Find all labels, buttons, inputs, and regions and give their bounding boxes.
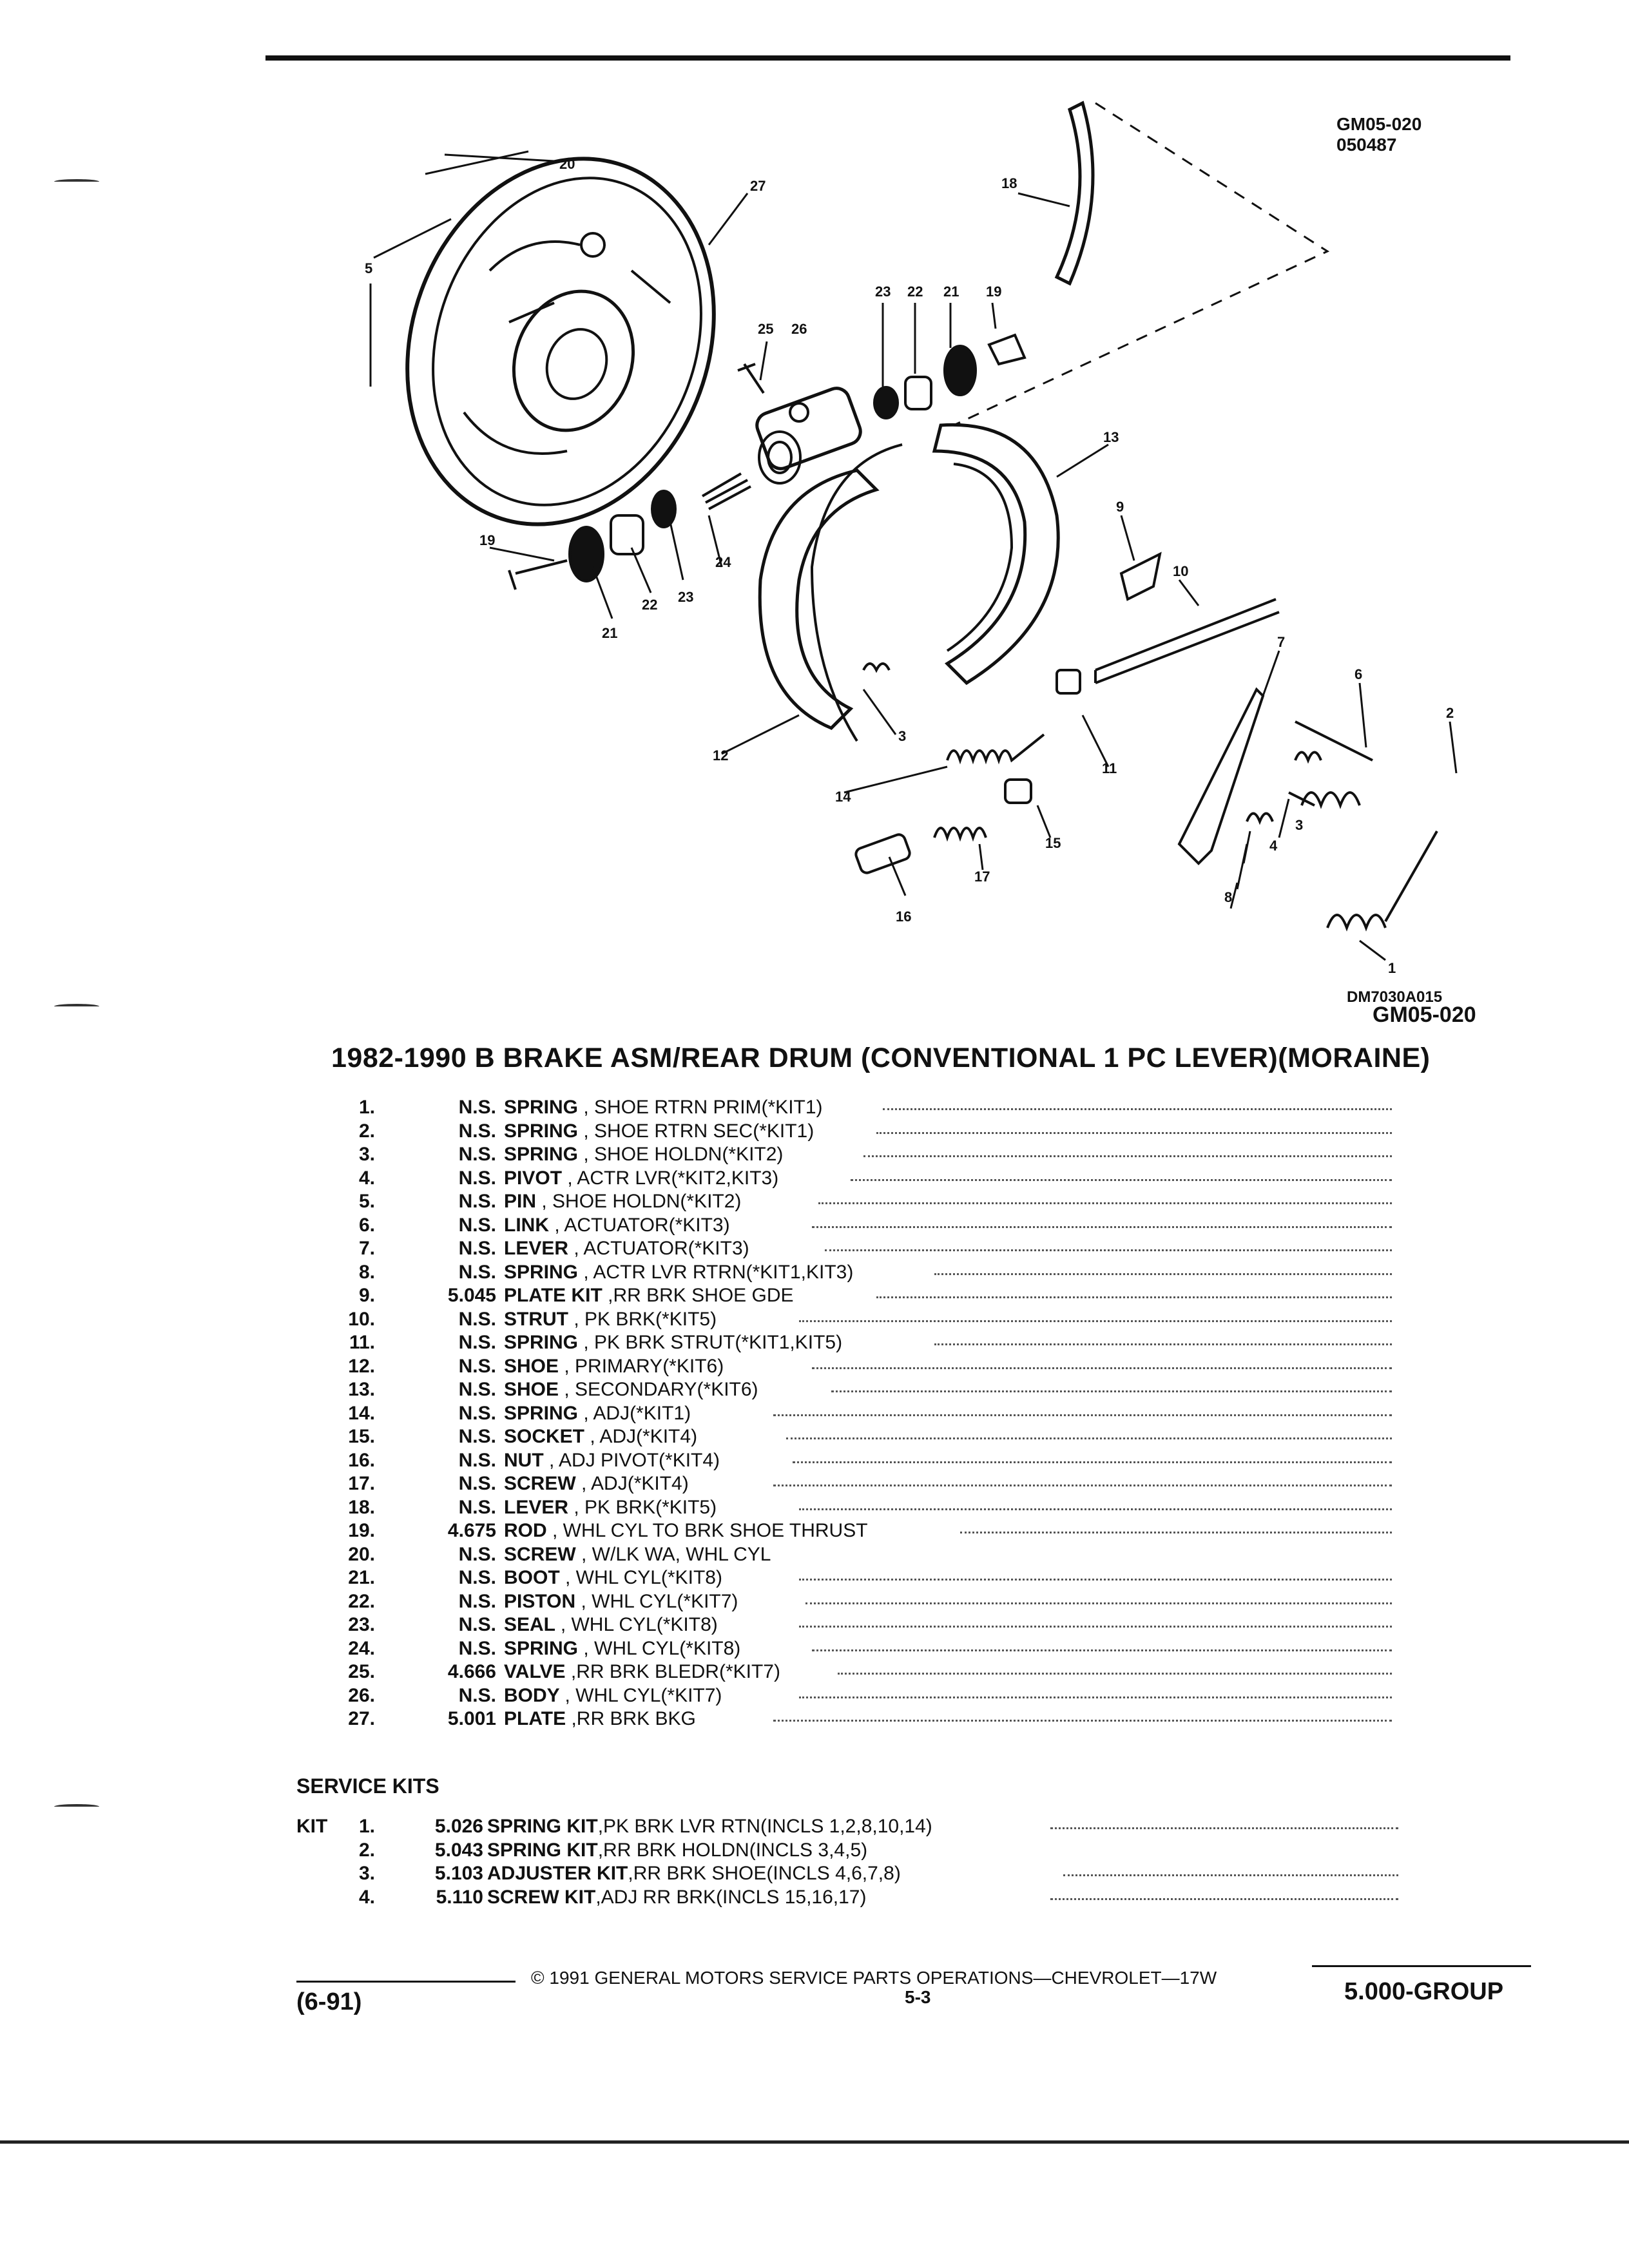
leader-dots xyxy=(773,1707,1392,1722)
callout-22: 22 xyxy=(907,284,923,300)
parts-row xyxy=(322,1684,1418,1707)
bottom-rule xyxy=(0,2140,1629,2144)
leader-dots xyxy=(876,1119,1392,1134)
parts-row xyxy=(322,1660,1418,1684)
callout-17: 17 xyxy=(974,869,990,885)
item-number: 7. xyxy=(358,1238,375,1259)
item-desc: , SHOE RTRN SEC(*KIT1) xyxy=(583,1120,815,1142)
leader-dots xyxy=(960,1519,1392,1533)
item-desc: , SECONDARY(*KIT6) xyxy=(564,1379,758,1400)
callout-26: 26 xyxy=(791,321,807,337)
leader-dots xyxy=(799,1613,1392,1628)
callout-7: 7 xyxy=(1277,634,1286,650)
item-code: N.S. xyxy=(458,1426,496,1447)
kit-number: 2. xyxy=(358,1839,375,1861)
parts-row xyxy=(322,1189,1418,1213)
item-desc: , SHOE RTRN PRIM(*KIT1) xyxy=(583,1097,823,1118)
item-name: LEVER xyxy=(504,1238,569,1259)
item-number: 27. xyxy=(348,1708,375,1729)
parts-row xyxy=(322,1495,1418,1519)
item-code: N.S. xyxy=(458,1402,496,1424)
callout-4: 4 xyxy=(1269,838,1278,854)
leader-dots xyxy=(773,1401,1392,1416)
item-name: SPRING xyxy=(504,1637,579,1659)
item-code: N.S. xyxy=(458,1590,496,1612)
item-name: STRUT xyxy=(504,1308,568,1330)
item-code: N.S. xyxy=(458,1167,496,1189)
item-code: 4.675 xyxy=(447,1520,496,1541)
parts-row xyxy=(322,1472,1418,1495)
leader-dots xyxy=(812,1354,1392,1369)
kit-row xyxy=(322,1814,1405,1838)
callout-23: 23 xyxy=(875,284,891,300)
item-code: N.S. xyxy=(458,1449,496,1471)
parts-row xyxy=(322,1166,1418,1190)
item-number: 5. xyxy=(358,1191,375,1212)
adjuster-nut-drawing xyxy=(854,833,912,875)
item-desc: , PRIMARY(*KIT6) xyxy=(564,1355,724,1377)
kit-code: 5.043 xyxy=(434,1839,483,1861)
callout-9: 9 xyxy=(1116,499,1124,515)
item-number: 17. xyxy=(348,1473,375,1494)
leader-dots xyxy=(825,1236,1392,1251)
leader-dots xyxy=(793,1448,1392,1463)
parts-row xyxy=(322,1260,1418,1284)
item-code: 4.666 xyxy=(447,1661,496,1682)
item-code: N.S. xyxy=(458,1637,496,1659)
strut-drawing xyxy=(1095,599,1279,683)
leader-dots xyxy=(1050,1885,1398,1900)
callout-1: 1 xyxy=(1388,960,1396,976)
callout-25: 25 xyxy=(758,321,774,337)
item-desc: , PK BRK(*KIT5) xyxy=(574,1496,717,1518)
item-code: N.S. xyxy=(458,1097,496,1118)
revision-date: (6-91) xyxy=(296,1988,362,2015)
item-number: 13. xyxy=(348,1379,375,1400)
item-name: PIVOT xyxy=(504,1167,563,1189)
kit-name: SPRING KIT xyxy=(487,1816,598,1837)
item-name: LEVER xyxy=(504,1496,569,1518)
guide-plate-drawing xyxy=(1121,554,1160,599)
item-desc: , WHL CYL(*KIT8) xyxy=(565,1567,722,1588)
figure-code-bottom: GM05-020 xyxy=(1373,1003,1476,1027)
leader-dots xyxy=(934,1331,1392,1345)
item-desc: , ADJ(*KIT4) xyxy=(581,1473,689,1494)
leader-dots xyxy=(799,1495,1392,1510)
item-number: 10. xyxy=(348,1308,375,1330)
item-desc: , ADJ(*KIT4) xyxy=(590,1426,698,1447)
callout-8: 8 xyxy=(1224,889,1233,905)
parts-row xyxy=(322,1566,1418,1590)
item-code: N.S. xyxy=(458,1308,496,1330)
figure-date-code: 050487 xyxy=(1336,135,1397,155)
item-desc: , PK BRK STRUT(*KIT1,KIT5) xyxy=(583,1332,843,1353)
strut-spring-drawing xyxy=(1057,670,1080,693)
item-number: 22. xyxy=(348,1590,375,1612)
item-number: 15. xyxy=(348,1426,375,1447)
item-desc: ,RR BRK BKG xyxy=(571,1708,696,1729)
item-desc: , WHL CYL(*KIT8) xyxy=(583,1637,741,1659)
item-code: N.S. xyxy=(458,1144,496,1165)
item-name: PIN xyxy=(504,1191,537,1212)
kit-number: 1. xyxy=(358,1816,375,1837)
kit-row xyxy=(322,1838,1405,1862)
item-number: 14. xyxy=(348,1402,375,1424)
parts-row xyxy=(322,1401,1418,1425)
item-number: 3. xyxy=(358,1144,375,1165)
item-name: SPRING xyxy=(504,1261,579,1283)
callout-19-lower: 19 xyxy=(479,532,496,548)
item-code: N.S. xyxy=(458,1332,496,1353)
kit-desc: ,ADJ RR BRK(INCLS 15,16,17) xyxy=(595,1886,867,1908)
item-desc: , SHOE HOLDN(*KIT2) xyxy=(541,1191,742,1212)
item-desc: , PK BRK(*KIT5) xyxy=(574,1308,717,1330)
item-desc: , SHOE HOLDN(*KIT2) xyxy=(583,1144,784,1165)
parts-row xyxy=(322,1613,1418,1637)
item-number: 9. xyxy=(358,1285,375,1306)
parts-row xyxy=(322,1378,1418,1401)
item-name: SHOE xyxy=(504,1355,559,1377)
item-name: PLATE KIT xyxy=(504,1285,602,1306)
item-code: N.S. xyxy=(458,1191,496,1212)
item-code: N.S. xyxy=(458,1238,496,1259)
page-title: 1982-1990 B BRAKE ASM/REAR DRUM (CONVENTIONAL 1 PC LEVER)(MORAINE) xyxy=(331,1043,1431,1073)
item-number: 21. xyxy=(348,1567,375,1588)
item-name: ROD xyxy=(504,1520,547,1541)
callout-12: 12 xyxy=(713,747,729,764)
kit-name: SCREW KIT xyxy=(487,1886,596,1908)
page-number: 5-3 xyxy=(905,1987,931,2007)
item-number: 23. xyxy=(348,1614,375,1635)
item-code: N.S. xyxy=(458,1567,496,1588)
footer-rule-right xyxy=(1312,1965,1531,1967)
kit-name: ADJUSTER KIT xyxy=(487,1863,628,1884)
item-number: 12. xyxy=(348,1355,375,1377)
leader-dots xyxy=(812,1637,1392,1651)
parts-row xyxy=(322,1448,1418,1472)
item-name: PLATE xyxy=(504,1708,566,1729)
callout-27: 27 xyxy=(750,178,766,194)
item-name: SPRING xyxy=(504,1332,579,1353)
margin-mark xyxy=(54,1804,99,1809)
callout-5: 5 xyxy=(365,260,373,276)
item-name: PISTON xyxy=(504,1590,576,1612)
callout-23-lower: 23 xyxy=(678,589,694,605)
item-number: 18. xyxy=(348,1496,375,1518)
item-number: 20. xyxy=(348,1543,375,1565)
item-desc: , ACTR LVR(*KIT2,KIT3) xyxy=(567,1167,779,1189)
item-desc: , W/LK WA, WHL CYL xyxy=(581,1543,771,1565)
item-number: 6. xyxy=(358,1214,375,1236)
item-code: N.S. xyxy=(458,1496,496,1518)
leader-dots xyxy=(863,1142,1392,1157)
parts-row xyxy=(322,1331,1418,1354)
kit-code: 5.103 xyxy=(434,1863,483,1884)
item-number: 1. xyxy=(358,1097,375,1118)
item-number: 4. xyxy=(358,1167,375,1189)
kit-row xyxy=(322,1885,1405,1909)
item-code: N.S. xyxy=(458,1214,496,1236)
item-code: N.S. xyxy=(458,1614,496,1635)
item-desc: , ACTR LVR RTRN(*KIT1,KIT3) xyxy=(583,1261,854,1283)
callout-21-lower: 21 xyxy=(602,625,618,641)
parts-row xyxy=(322,1707,1418,1731)
item-code: 5.001 xyxy=(447,1708,496,1729)
brake-exploded-diagram xyxy=(271,64,1534,986)
brake-shoes-drawing xyxy=(760,425,1058,741)
item-code: 5.045 xyxy=(447,1285,496,1306)
leader-dots xyxy=(1063,1861,1398,1876)
item-number: 25. xyxy=(348,1661,375,1682)
margin-mark xyxy=(54,1004,99,1009)
item-desc: , ADJ(*KIT1) xyxy=(583,1402,691,1424)
actuator-lever-drawing xyxy=(1179,689,1263,863)
wheel-cylinder-drawing xyxy=(753,385,864,483)
item-desc: ,RR BRK SHOE GDE xyxy=(608,1285,794,1306)
leader-dots xyxy=(818,1189,1392,1204)
item-code: N.S. xyxy=(458,1120,496,1142)
parts-list xyxy=(322,1095,1418,1746)
item-name: SOCKET xyxy=(504,1426,585,1447)
callout-11: 11 xyxy=(1102,760,1117,776)
leader-dots xyxy=(831,1378,1392,1392)
item-desc: ,RR BRK BLEDR(*KIT7) xyxy=(570,1661,780,1682)
item-number: 24. xyxy=(348,1637,375,1659)
callout-22-lower: 22 xyxy=(642,597,658,613)
leader-dots xyxy=(799,1684,1392,1698)
item-name: SPRING xyxy=(504,1402,579,1424)
parts-row xyxy=(322,1095,1418,1119)
item-desc: , ACTUATOR(*KIT3) xyxy=(574,1238,749,1259)
item-number: 26. xyxy=(348,1684,375,1706)
item-code: N.S. xyxy=(458,1261,496,1283)
parts-row xyxy=(322,1236,1418,1260)
leader-dots xyxy=(799,1307,1392,1322)
parts-row xyxy=(322,1119,1418,1143)
item-desc: , ADJ PIVOT(*KIT4) xyxy=(549,1449,720,1471)
item-desc: , WHL CYL TO BRK SHOE THRUST xyxy=(552,1520,868,1541)
kit-row xyxy=(322,1861,1405,1885)
callout-21: 21 xyxy=(943,284,959,300)
callout-20: 20 xyxy=(559,156,575,172)
item-number: 2. xyxy=(358,1120,375,1142)
leader-dots xyxy=(1050,1814,1398,1829)
drawing-code: DM7030A015 xyxy=(1347,988,1443,1006)
callout-10: 10 xyxy=(1173,563,1189,579)
group-number: 5.000-GROUP xyxy=(1344,1978,1504,2005)
kit-number: 4. xyxy=(358,1886,375,1908)
item-desc: , WHL CYL(*KIT8) xyxy=(560,1614,718,1635)
service-kits-list xyxy=(296,1814,1405,1911)
kit-desc: ,RR BRK SHOE(INCLS 4,6,7,8) xyxy=(628,1863,901,1884)
leader-dots xyxy=(812,1213,1392,1228)
item-code: N.S. xyxy=(458,1379,496,1400)
parts-row xyxy=(322,1307,1418,1331)
callout-24: 24 xyxy=(715,554,731,570)
margin-mark xyxy=(54,179,99,184)
backing-plate-drawing xyxy=(358,115,764,568)
leader-dots xyxy=(883,1095,1392,1110)
item-desc: , WHL CYL(*KIT7) xyxy=(564,1684,722,1706)
item-name: NUT xyxy=(504,1449,544,1471)
item-name: BODY xyxy=(504,1684,560,1706)
kit-number: 3. xyxy=(358,1863,375,1884)
item-name: SHOE xyxy=(504,1379,559,1400)
leader-dots xyxy=(838,1660,1392,1675)
parts-row xyxy=(322,1519,1418,1542)
springs-drawing xyxy=(863,664,1437,928)
item-number: 16. xyxy=(348,1449,375,1471)
item-number: 8. xyxy=(358,1261,375,1283)
callout-6: 6 xyxy=(1354,666,1363,682)
parts-row xyxy=(322,1354,1418,1378)
parts-row xyxy=(322,1425,1418,1448)
item-name: VALVE xyxy=(504,1661,566,1682)
item-number: 11. xyxy=(349,1332,375,1353)
item-code: N.S. xyxy=(458,1473,496,1494)
kit-name: SPRING KIT xyxy=(487,1839,598,1861)
leader-dots xyxy=(773,1472,1392,1486)
kit-desc: ,RR BRK HOLDN(INCLS 3,4,5) xyxy=(597,1839,868,1861)
parts-row xyxy=(322,1590,1418,1613)
leader-dots xyxy=(805,1590,1392,1604)
kit-code: 5.026 xyxy=(434,1816,483,1837)
parking-brake-lever-drawing xyxy=(1057,103,1093,284)
leader-dots xyxy=(786,1425,1392,1439)
kit-desc: ,PK BRK LVR RTN(INCLS 1,2,8,10,14) xyxy=(597,1816,932,1837)
parts-row xyxy=(322,1542,1418,1566)
item-name: SPRING xyxy=(504,1097,579,1118)
item-name: SPRING xyxy=(504,1120,579,1142)
leader-dots xyxy=(876,1283,1392,1298)
kit-label: KIT xyxy=(296,1816,328,1837)
kit-code: 5.110 xyxy=(436,1886,483,1908)
leader-dots xyxy=(799,1566,1392,1581)
item-name: SEAL xyxy=(504,1614,555,1635)
callout-16: 16 xyxy=(896,908,912,925)
callout-13: 13 xyxy=(1103,429,1119,445)
service-kits-heading: SERVICE KITS xyxy=(296,1774,439,1798)
item-code: N.S. xyxy=(458,1355,496,1377)
callout-18: 18 xyxy=(1001,175,1017,191)
item-desc: , WHL CYL(*KIT7) xyxy=(581,1590,738,1612)
item-number: 19. xyxy=(348,1520,375,1541)
copyright-line: © 1991 GENERAL MOTORS SERVICE PARTS OPERATIONS—CHEVROLET—17W xyxy=(531,1968,1217,1988)
item-name: SPRING xyxy=(504,1144,579,1165)
figure-code: GM05-020 xyxy=(1336,114,1422,134)
item-name: SCREW xyxy=(504,1473,576,1494)
item-name: BOOT xyxy=(504,1567,560,1588)
item-name: LINK xyxy=(504,1214,549,1236)
item-code: N.S. xyxy=(458,1543,496,1565)
leader-dots xyxy=(934,1260,1392,1275)
callout-2: 2 xyxy=(1446,705,1454,721)
parts-row xyxy=(322,1142,1418,1166)
adjuster-socket-drawing xyxy=(1005,780,1031,803)
footer-rule-left xyxy=(296,1981,516,1983)
item-code: N.S. xyxy=(458,1684,496,1706)
leader-dots xyxy=(851,1166,1392,1181)
parts-row xyxy=(322,1637,1418,1660)
item-desc: , ACTUATOR(*KIT3) xyxy=(554,1214,730,1236)
actuator-link-drawing xyxy=(1295,722,1373,760)
callout-15: 15 xyxy=(1045,835,1061,851)
parts-row xyxy=(322,1283,1418,1307)
callout-14: 14 xyxy=(835,789,851,805)
top-rule xyxy=(265,55,1510,61)
callout-19: 19 xyxy=(986,284,1002,300)
item-name: SCREW xyxy=(504,1543,576,1565)
callout-3-right: 3 xyxy=(1295,817,1304,833)
parts-row xyxy=(322,1213,1418,1237)
callout-3: 3 xyxy=(898,728,907,744)
